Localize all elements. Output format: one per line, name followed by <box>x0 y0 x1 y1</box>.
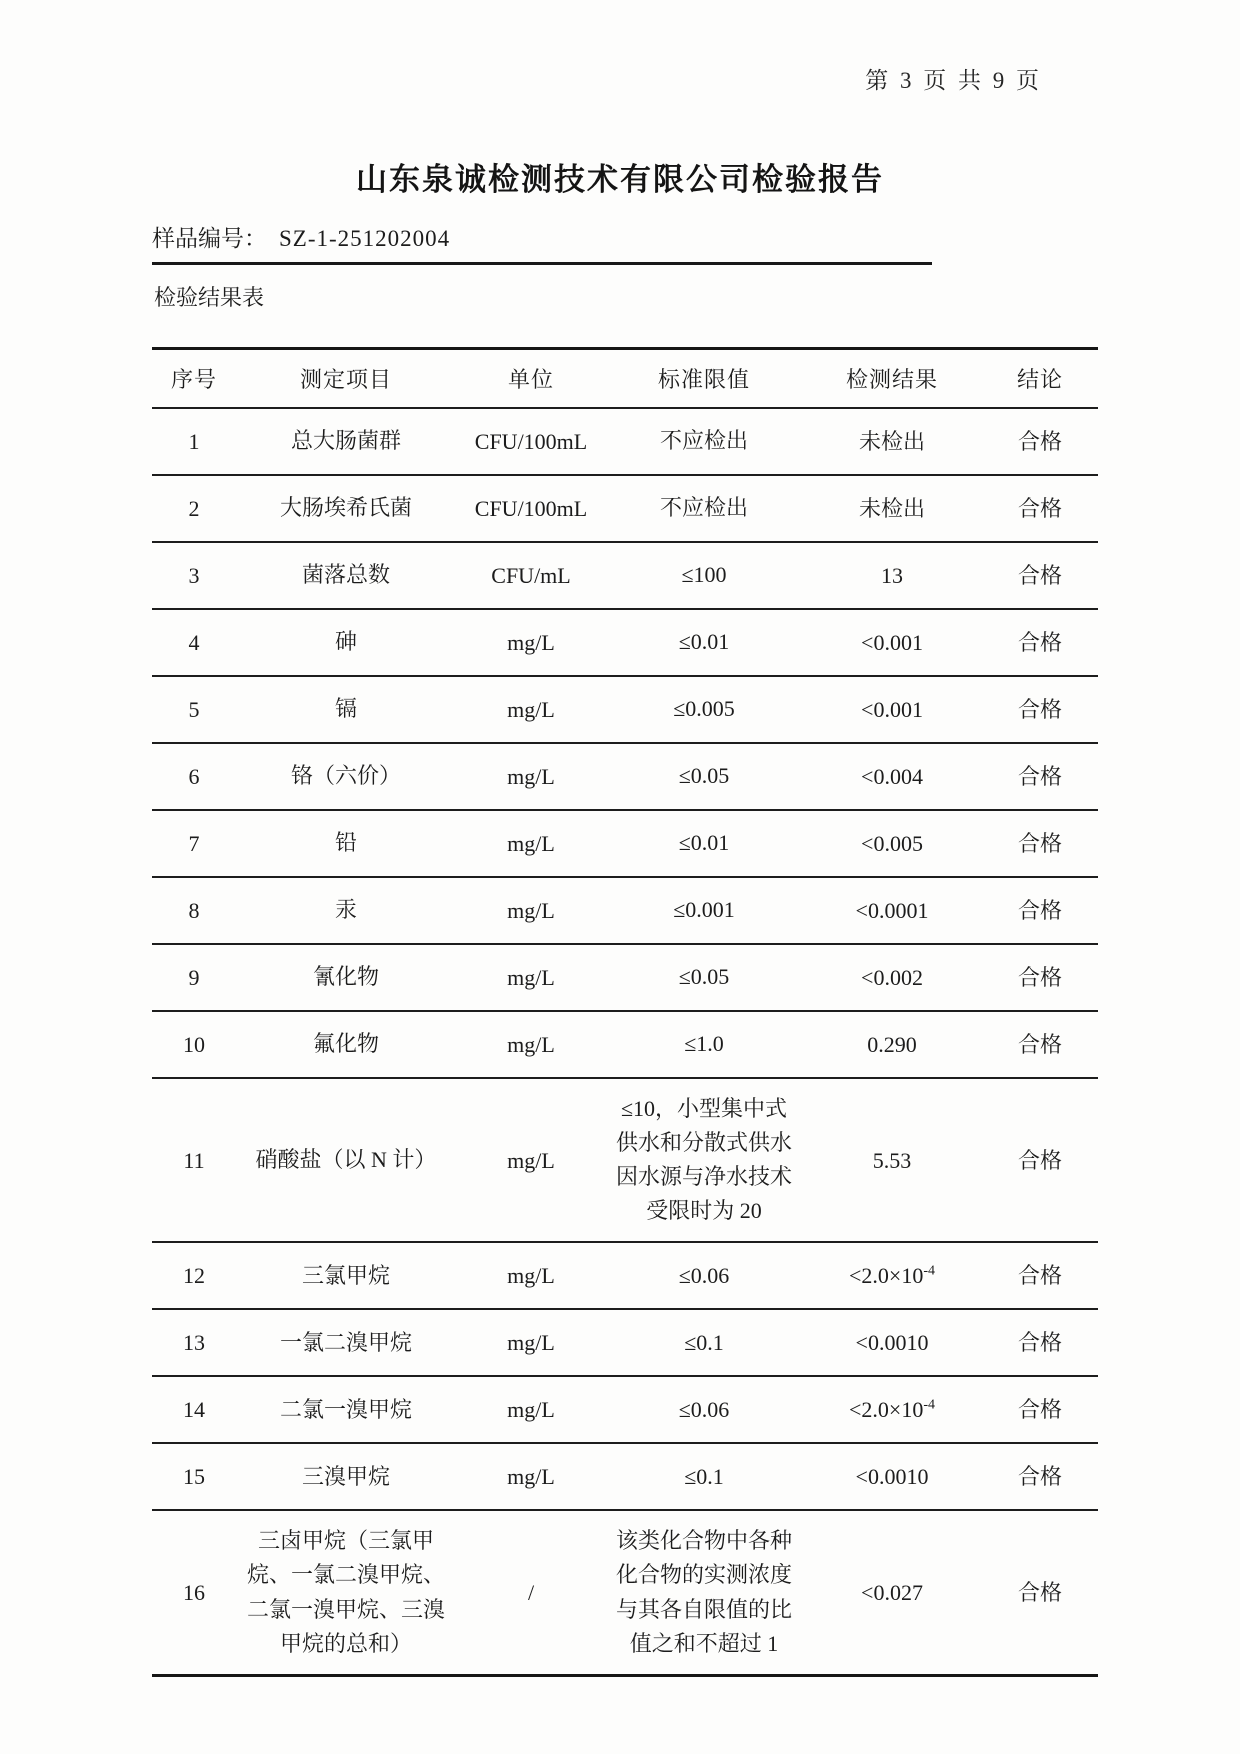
table-row <box>152 609 1098 676</box>
cell-limit: ≤0.05 <box>678 964 730 990</box>
cell-conclusion: 合格 <box>1017 697 1062 722</box>
cell-conclusion: 合格 <box>1017 496 1062 521</box>
cell-result: $<2.0\times 10^{-4}$ <box>849 1263 935 1289</box>
table-row <box>152 877 1098 944</box>
cell-limit: ≤100 <box>681 562 727 588</box>
cell-no: 16 <box>183 1580 205 1606</box>
cell-limit: 不应检出 <box>659 495 748 521</box>
header-cell: 测定项目 <box>299 367 392 392</box>
cell-result: 未检出 <box>858 496 925 521</box>
cell-limit: ≤0.01 <box>678 629 730 655</box>
cell-limit: ≤1.0 <box>684 1031 724 1057</box>
cell-item: 镉 <box>334 696 357 722</box>
sample-id-line <box>152 220 932 265</box>
header-cell: 序号 <box>170 367 217 392</box>
cell-conclusion: 合格 <box>1017 1580 1062 1606</box>
header-cell: 检测结果 <box>845 367 938 392</box>
cell-item: 总大肠菌群 <box>290 428 401 454</box>
cell-result: <0.0010 <box>855 1464 929 1490</box>
cell-limit: 该类化合物中各种化合物的实测浓度与其各自限值的比值之和不超过 1 <box>615 1528 792 1656</box>
cell-item: 氟化物 <box>312 1031 379 1057</box>
cell-no: 1 <box>188 429 200 454</box>
cell-item: 砷 <box>334 629 357 655</box>
table-row <box>152 542 1098 609</box>
cell-unit: mg/L <box>507 1464 555 1490</box>
cell-conclusion: 合格 <box>1017 563 1062 588</box>
cell-limit: ≤0.06 <box>678 1262 730 1288</box>
cell-conclusion: 合格 <box>1017 898 1062 923</box>
table-header-row <box>152 349 1098 409</box>
table-row <box>152 810 1098 877</box>
cell-item: 一氯二溴甲烷 <box>279 1329 412 1355</box>
table-row <box>152 743 1098 810</box>
cell-no: 14 <box>183 1397 205 1423</box>
cell-limit: ≤0.005 <box>673 696 735 722</box>
table-row <box>152 944 1098 1011</box>
cell-no: 9 <box>188 965 200 990</box>
cell-result: <0.005 <box>861 831 923 856</box>
table-row <box>152 1078 1098 1242</box>
cell-item: 菌落总数 <box>301 562 390 588</box>
cell-unit: mg/L <box>507 697 555 722</box>
cell-conclusion: 合格 <box>1017 965 1062 990</box>
cell-item: 三氯甲烷 <box>301 1262 390 1288</box>
cell-result: <0.001 <box>861 697 923 722</box>
table-row <box>152 1510 1098 1675</box>
cell-limit: ≤0.001 <box>673 897 735 923</box>
table-row <box>152 408 1098 475</box>
cell-unit: CFU/100mL <box>474 496 588 521</box>
cell-result: 5.53 <box>872 1147 912 1173</box>
cell-conclusion: 合格 <box>1017 831 1062 856</box>
result-exponent: -4 <box>923 1264 935 1280</box>
cell-result: <0.0001 <box>855 898 929 923</box>
header-cell: 标准限值 <box>657 367 750 392</box>
cell-limit: ≤0.1 <box>684 1463 724 1489</box>
cell-item: 大肠埃希氏菌 <box>279 495 412 521</box>
cell-no: 13 <box>183 1330 205 1356</box>
cell-conclusion: 合格 <box>1017 1147 1062 1173</box>
cell-limit: ≤0.1 <box>684 1329 724 1355</box>
cell-result: <0.0010 <box>855 1330 929 1356</box>
cell-item: 铅 <box>334 830 357 856</box>
cell-no: 11 <box>183 1147 205 1173</box>
header-cell: 结论 <box>1016 367 1063 392</box>
cell-result: 未检出 <box>858 429 925 454</box>
table-row <box>152 676 1098 743</box>
cell-limit: ≤10，小型集中式供水和分散式供水因水源与净水技术受限时为 20 <box>615 1096 792 1224</box>
cell-conclusion: 合格 <box>1017 1330 1062 1356</box>
sample-id-label: 样品编号： <box>152 226 267 251</box>
cell-unit: CFU/100mL <box>474 429 588 454</box>
cell-no: 10 <box>183 1032 205 1057</box>
cell-limit: ≤0.06 <box>678 1396 730 1422</box>
table-row <box>152 475 1098 542</box>
sample-id-value: SZ-1-251202004 <box>279 226 451 251</box>
cell-result: <0.001 <box>861 630 923 655</box>
cell-conclusion: 合格 <box>1017 1464 1062 1490</box>
table-row <box>152 1242 1098 1309</box>
cell-item: 三溴甲烷 <box>301 1463 390 1489</box>
cell-unit: CFU/mL <box>491 563 571 588</box>
cell-unit: mg/L <box>507 831 555 856</box>
cell-conclusion: 合格 <box>1017 764 1062 789</box>
cell-unit: mg/L <box>507 764 555 789</box>
cell-conclusion: 合格 <box>1017 429 1062 454</box>
cell-item: 三卤甲烷（三氯甲烷、一氯二溴甲烷、二氯一溴甲烷、三溴甲烷的总和） <box>246 1528 445 1656</box>
table-row <box>152 1011 1098 1078</box>
cell-no: 7 <box>188 831 200 856</box>
result-exponent: -4 <box>923 1398 935 1414</box>
cell-item: 汞 <box>334 897 357 923</box>
cell-result: 0.290 <box>867 1032 917 1057</box>
cell-result: <0.002 <box>861 965 923 990</box>
cell-no: 8 <box>188 898 200 923</box>
cell-limit: ≤0.05 <box>678 763 730 789</box>
cell-result: <0.027 <box>861 1580 923 1606</box>
cell-limit: ≤0.01 <box>678 830 730 856</box>
cell-result: 13 <box>881 563 903 588</box>
cell-unit: mg/L <box>507 630 555 655</box>
results-table <box>152 347 1098 1677</box>
cell-item: 二氯一溴甲烷 <box>279 1396 412 1422</box>
cell-result: <0.004 <box>861 764 923 789</box>
cell-conclusion: 合格 <box>1017 1397 1062 1423</box>
cell-unit: mg/L <box>507 898 555 923</box>
cell-unit: mg/L <box>507 1147 555 1173</box>
cell-conclusion: 合格 <box>1017 630 1062 655</box>
cell-conclusion: 合格 <box>1017 1032 1062 1057</box>
cell-unit: mg/L <box>507 965 555 990</box>
cell-unit: mg/L <box>507 1263 555 1289</box>
cell-no: 2 <box>188 496 200 521</box>
cell-unit: mg/L <box>507 1330 555 1356</box>
cell-item: 硝酸盐（以 N 计） <box>255 1147 437 1173</box>
report-title: 山东泉诚检测技术有限公司检验报告 <box>356 162 884 197</box>
cell-limit: 不应检出 <box>659 428 748 454</box>
cell-unit: mg/L <box>507 1397 555 1423</box>
cell-result: $<2.0\times 10^{-4}$ <box>849 1397 935 1423</box>
table-row <box>152 1309 1098 1376</box>
cell-unit: / <box>527 1580 535 1606</box>
cell-no: 12 <box>183 1263 205 1289</box>
cell-no: 6 <box>188 764 200 789</box>
table-row <box>152 1376 1098 1443</box>
cell-no: 4 <box>188 630 200 655</box>
cell-no: 5 <box>188 697 200 722</box>
cell-no: 15 <box>183 1464 205 1490</box>
cell-item: 氰化物 <box>312 964 379 990</box>
cell-item: 铬（六价） <box>290 763 401 789</box>
page-number: 第 3 页 共 9 页 <box>865 68 1042 93</box>
results-table-caption: 检验结果表 <box>154 285 265 310</box>
cell-unit: mg/L <box>507 1032 555 1057</box>
cell-no: 3 <box>188 563 200 588</box>
header-cell: 单位 <box>507 367 554 392</box>
table-row <box>152 1443 1098 1510</box>
cell-conclusion: 合格 <box>1017 1263 1062 1289</box>
